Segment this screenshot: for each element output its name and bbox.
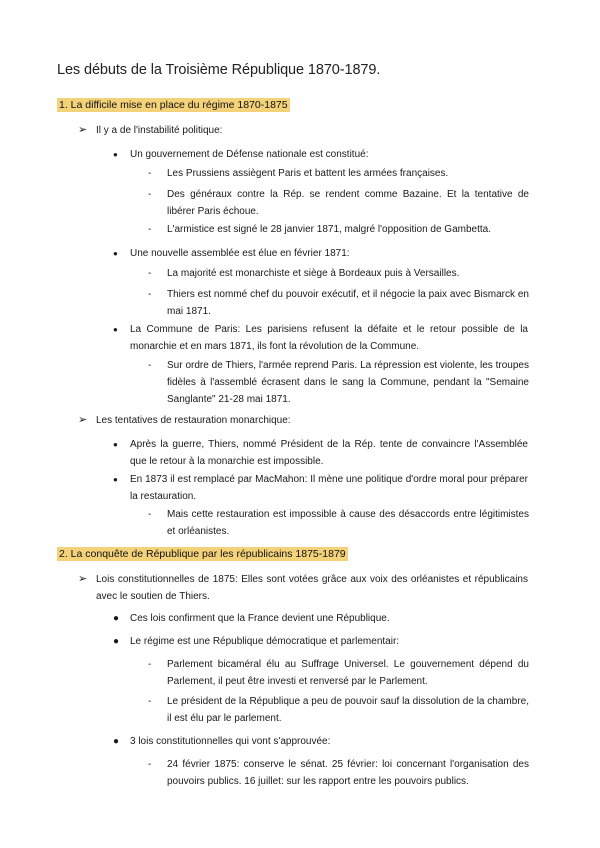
list-item-text: Mais cette restauration est impossible à cause des désaccords entre légitimistes et orléanistes. [167,509,529,537]
dash-icon: - [148,268,152,279]
dash-icon: - [148,168,152,179]
list-item-text: Un gouvernement de Défense nationale est constitué: [130,149,369,160]
arrow-icon: ➢ [78,573,88,585]
list-item-text: La majorité est monarchiste et siège à Bordeaux puis à Versailles. [167,268,460,279]
list-item-text: Lois constitutionnelles de 1875: Elles sont votées grâce aux voix des orléanistes et républicains avec le soutien de Thiers. [96,574,528,602]
bullet-icon: ● [113,440,118,449]
arrow-icon: ➢ [78,124,88,136]
list-item-text: Après la guerre, Thiers, nommé Président de la Rép. tente de convaincre l'Assemblée que le retour à la monarchie est impossible. [130,439,528,467]
dash-icon: - [148,759,152,770]
list-item-text: Parlement bicaméral élu au Suffrage Universel. Le gouvernement dépend du Parlement, il peut être investi et renversé par le Parlement. [167,659,529,687]
section-heading-1: 1. La difficile mise en place du régime 1870-1875 [59,99,288,111]
list-item-text: En 1873 il est remplacé par MacMahon: Il mène une politique d'ordre moral pour préparer la restauration. [130,474,528,502]
list-item-text: L'armistice est signé le 28 janvier 1871, malgré l'opposition de Gambetta. [167,224,491,235]
bullet-icon: ● [113,736,120,747]
list-item-text: Les tentatives de restauration monarchique: [96,415,291,426]
list-item-text: Thiers est nommé chef du pouvoir exécutif, et il négocie la paix avec Bismarck en mai 1871. [167,289,529,317]
dash-icon: - [148,224,152,235]
list-item-text: 24 février 1875: conserve le sénat. 25 février: loi concernant l'organisation des pouvoirs publics. 16 juillet: sur les rapport entre les pouvoirs publics. [167,759,529,787]
dash-icon: - [148,360,152,371]
bullet-icon: ● [113,613,120,624]
dash-icon: - [148,659,152,670]
dash-icon: - [148,189,152,200]
bullet-icon: ● [113,475,118,484]
arrow-icon: ➢ [78,414,88,426]
list-item-text: Ces lois confirment que la France devient une République. [130,613,390,624]
section-heading-2: 2. La conquête de République par les républicains 1875-1879 [59,548,346,560]
dash-icon: - [148,509,152,520]
list-item-text: Une nouvelle assemblée est élue en février 1871: [130,248,350,259]
list-item-text: 3 lois constitutionnelles qui vont s'approuvée: [130,736,331,747]
bullet-icon: ● [113,325,118,334]
list-item-text: Il y a de l'instabilité politique: [96,125,223,136]
dash-icon: - [148,696,152,707]
bullet-icon: ● [113,150,118,159]
page-title: Les débuts de la Troisième République 1870-1879. [57,62,381,78]
bullet-icon: ● [113,249,118,258]
list-item-text: Le régime est une République démocratique et parlementair: [130,636,400,647]
dash-icon: - [148,289,152,300]
list-item-text: Le président de la République a peu de pouvoir sauf la dissolution de la chambre, il est élu par le parlement. [167,696,529,724]
list-item-text: La Commune de Paris: Les parisiens refusent la défaite et le retour possible de la monarchie et en mars 1871, ils font la révolution de la Commune. [130,324,528,352]
bullet-icon: ● [113,636,120,647]
list-item-text: Des généraux contre la Rép. se rendent comme Bazaine. Et la tentative de libérer Paris échoue. [167,189,529,217]
list-item-text: Les Prussiens assiègent Paris et battent les armées françaises. [167,168,449,179]
list-item-text: Sur ordre de Thiers, l'armée reprend Paris. La répression est violente, les troupes fidèles à l'assemblé écrasent dans le sang la Commune, pendant la "Semaine Sanglante" 21-28 mai 1871. [167,360,529,405]
